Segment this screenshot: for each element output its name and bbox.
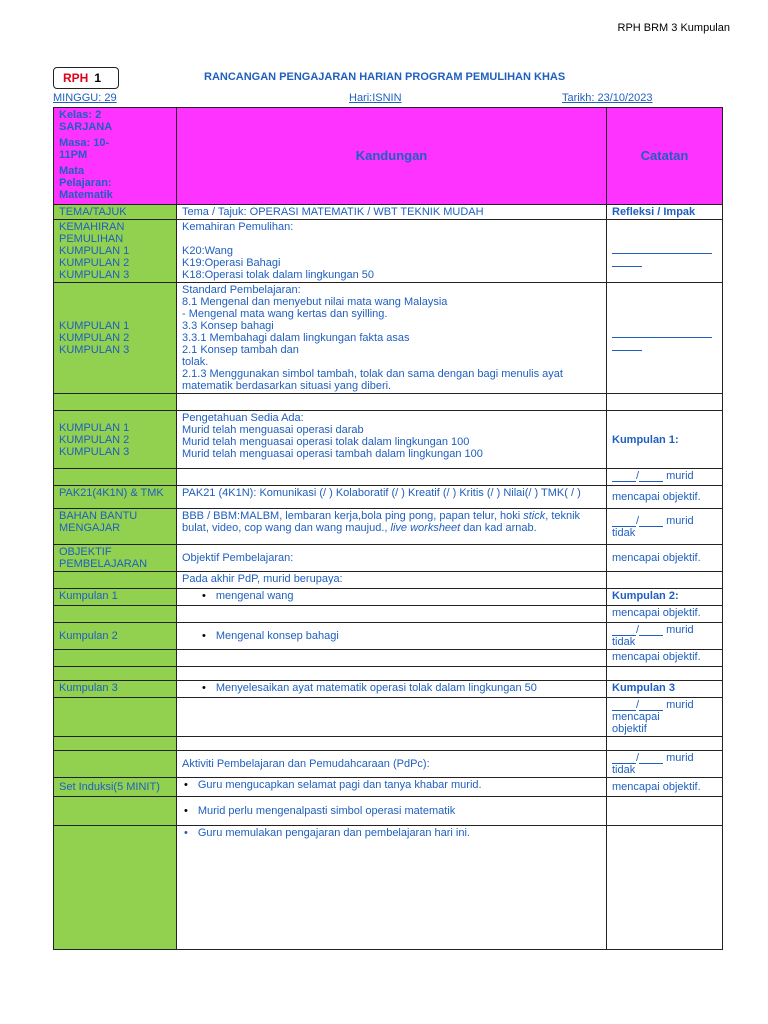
mencapai-text: mencapai objektif. — [607, 545, 723, 572]
bullet-icon: • — [202, 682, 206, 694]
blank-line — [639, 625, 663, 636]
spacer-left — [54, 698, 177, 737]
tidak-text: tidak — [612, 526, 636, 539]
standard-catatan — [607, 283, 723, 394]
kumpulan-2-label: KUMPULAN 2 — [59, 332, 130, 344]
spacer-left — [54, 797, 177, 826]
blank-line — [612, 753, 636, 764]
kumpulan-1-label: KUMPULAN 1 — [59, 245, 130, 257]
standard-left — [54, 283, 177, 394]
bbm-content — [177, 509, 607, 545]
kumpulan-3-label: KUMPULAN 3 — [59, 344, 130, 356]
minggu-field: MINGGU: 29 — [53, 92, 117, 104]
blank-line — [612, 325, 712, 338]
standard-heading: Standard Pembelajaran: — [182, 284, 301, 296]
spacer-left — [54, 737, 177, 751]
spacer-middle — [177, 737, 607, 751]
blank-line — [639, 471, 663, 482]
murid-count-cell: / murid — [607, 469, 723, 486]
k19-text: K19:Operasi Bahagi — [182, 257, 281, 269]
bullet-icon: • — [184, 827, 188, 839]
rph-label: RPH — [63, 71, 89, 85]
spacer-middle — [177, 394, 607, 411]
bbm-text: , teknik bulat, video, cop wang dan wang maujud., — [182, 510, 581, 534]
pengetahuan-left — [54, 411, 177, 469]
mencapai-text: mencapai objektif. — [607, 606, 723, 623]
kumpulan-3-row-label: Kumpulan 3 — [54, 681, 177, 698]
murid-count-cell: / murid tidak — [607, 623, 723, 650]
bullet-icon: • — [184, 779, 188, 791]
k18-text: K18:Operasi tolak dalam lingkungan 50 — [182, 269, 375, 281]
spacer-right — [607, 797, 723, 826]
kumpulan-1-catatan: Kumpulan 1: — [607, 411, 723, 469]
spacer-left — [54, 469, 177, 486]
ps-line: Murid telah menguasai operasi tolak dalam lingkungan 100 — [182, 436, 470, 448]
kemahiran-content — [177, 220, 607, 283]
murid-count-cell: / murid tidak — [607, 751, 723, 778]
k3-objective-text: Menyelesaikan ayat matematik operasi tolak dalam lingkungan 50 — [215, 682, 537, 694]
objektif-label: OBJEKTIF PEMBELAJARAN — [54, 545, 177, 572]
kumpulan-1-objective — [177, 589, 607, 606]
bullet-icon: • — [184, 805, 188, 817]
bullet-icon: • — [202, 630, 206, 642]
spacer-left — [54, 606, 177, 623]
set2-text: Murid perlu mengenalpasti simbol operasi matematik — [197, 805, 456, 817]
murid-text: murid — [666, 514, 694, 527]
murid-count-cell: / murid tidak — [607, 509, 723, 545]
murid-text: murid — [666, 699, 694, 711]
mata-pelajaran-label: Mata Pelajaran: Matematik — [59, 165, 113, 201]
kemahiran-title: KEMAHIRAN PEMULIHAN — [59, 221, 125, 245]
aktiviti-heading: Aktiviti Pembelajaran dan Pemudahcaraan (PdPc): — [177, 751, 607, 778]
set-induksi-item-3 — [177, 826, 607, 950]
mencapai-word: mencapai — [612, 711, 660, 723]
tema-label: TEMA/TAJUK — [54, 205, 177, 220]
bbm-text: BBB / BBM:MALBM, lembaran kerja,bola ping pong, papan telur, hoki — [182, 510, 524, 522]
spacer-left — [54, 650, 177, 667]
kelas-label: Kelas: 2 SARJANA — [59, 109, 113, 133]
std-line: 2.1 Konsep tambah dan — [182, 344, 299, 356]
bbm-stick: stick — [523, 510, 546, 522]
header-left-cell — [54, 108, 177, 205]
bbm-label: BAHAN BANTU MENGAJAR — [54, 509, 177, 545]
spacer-right — [607, 572, 723, 589]
pengetahuan-heading: Pengetahuan Sedia Ada: — [182, 412, 304, 424]
spacer-middle — [177, 667, 607, 681]
kumpulan-2-label: KUMPULAN 2 — [59, 433, 130, 446]
blank-line — [612, 700, 636, 711]
pengetahuan-content — [177, 411, 607, 469]
spacer-right — [607, 667, 723, 681]
kumpulan-1-label: KUMPULAN 1 — [59, 421, 130, 434]
kumpulan-2-catatan: Kumpulan 2: — [607, 589, 723, 606]
lesson-plan-table — [53, 107, 723, 950]
set1-text: Guru mengucapkan selamat pagi dan tanya khabar murid. — [197, 779, 482, 791]
blank-line — [639, 753, 663, 764]
blank-line — [612, 254, 642, 267]
blank-line — [612, 516, 636, 527]
kumpulan-2-label: KUMPULAN 2 — [59, 257, 130, 269]
blank-line — [639, 516, 663, 527]
page-title: RANCANGAN PENGAJARAN HARIAN PROGRAM PEMULIHAN KHAS — [204, 71, 566, 83]
std-line: tolak. — [182, 356, 209, 368]
tidak-text: tidak — [612, 636, 636, 648]
std-line: - Mengenal mata wang kertas dan syilling. — [182, 308, 388, 320]
k20-text: K20:Wang — [182, 245, 233, 257]
mencapai-text: mencapai objektif. — [607, 486, 723, 509]
kumpulan-3-objective — [177, 681, 607, 698]
pada-akhir-text: Pada akhir PdP, murid berupaya: — [177, 572, 607, 589]
kemahiran-catatan — [607, 220, 723, 283]
kumpulan-1-label: KUMPULAN 1 — [59, 320, 130, 332]
pak21-label: PAK21(4K1N) & TMK — [54, 486, 177, 509]
spacer-right — [607, 737, 723, 751]
spacer-right — [607, 394, 723, 411]
mencapai-text: mencapai objektif. — [607, 778, 723, 797]
kumpulan-2-objective — [177, 623, 607, 650]
kumpulan-3-label: KUMPULAN 3 — [59, 445, 130, 458]
kumpulan-3-catatan: Kumpulan 3 — [607, 681, 723, 698]
kemahiran-left — [54, 220, 177, 283]
spacer-left — [54, 667, 177, 681]
bbm-text: dan kad arnab. — [460, 522, 537, 534]
pak21-content: PAK21 (4K1N): Komunikasi (/ ) Kolaboratif (/ ) Kreatif (/ ) Kritis (/ ) Nilai(/ ) TMK( / ) — [177, 486, 607, 509]
bullet-icon: • — [202, 590, 206, 602]
kumpulan-2-row-label: Kumpulan 2 — [54, 623, 177, 650]
hari-field: Hari:ISNIN — [349, 92, 402, 104]
mencapai-text: mencapai objektif. — [607, 650, 723, 667]
std-line: 3.3.1 Membahagi dalam lingkungan fakta asas — [182, 332, 410, 344]
spacer-left — [54, 572, 177, 589]
kemahiran-heading: Kemahiran Pemulihan: — [182, 221, 294, 233]
blank-line — [639, 700, 663, 711]
blank-line — [612, 241, 712, 254]
set-induksi-item-2 — [177, 797, 607, 826]
spacer-left — [54, 751, 177, 778]
spacer-middle — [177, 469, 607, 486]
catatan-header: Catatan — [607, 108, 723, 205]
std-line: 2.1.3 Menggunakan simbol tambah, tolak dan sama dengan bagi menulis ayat matematik berdasarkan situasi yang diberi. — [182, 368, 563, 392]
blank-line — [612, 338, 642, 351]
header-doc-label: RPH BRM 3 Kumpulan — [617, 22, 730, 34]
objektif-word: objektif — [612, 723, 647, 735]
bbm-live-worksheet: live worksheet — [390, 522, 461, 534]
spacer-right — [607, 826, 723, 950]
std-line: 3.3 Konsep bahagi — [182, 320, 274, 332]
set3-text: Guru memulakan pengajaran dan pembelajaran hari ini. — [197, 827, 470, 839]
rph-number: 1 — [94, 71, 102, 85]
tarikh-field: Tarikh: 23/10/2023 — [562, 92, 653, 104]
blank-line — [612, 471, 636, 482]
murid-text: murid — [666, 624, 694, 636]
tema-content: Tema / Tajuk: OPERASI MATEMATIK / WBT TEKNIK MUDAH — [177, 205, 607, 220]
blank-line — [612, 625, 636, 636]
spacer-middle — [177, 650, 607, 667]
spacer-left — [54, 394, 177, 411]
masa-label: Masa: 10-11PM — [59, 137, 110, 161]
refleksi-label: Refleksi / Impak — [607, 205, 723, 220]
k2-objective-text: Mengenal konsep bahagi — [215, 630, 339, 642]
spacer-middle — [177, 698, 607, 737]
spacer-left — [54, 826, 177, 950]
objektif-content: Objektif Pembelajaran: — [177, 545, 607, 572]
tidak-text: tidak — [612, 764, 636, 776]
ps-line: Murid telah menguasai operasi tambah dalam lingkungan 100 — [182, 448, 483, 460]
spacer-middle — [177, 606, 607, 623]
standard-content — [177, 283, 607, 394]
rph-number-box — [53, 67, 119, 89]
kumpulan-1-row-label: Kumpulan 1 — [54, 589, 177, 606]
set-induksi-label: Set Induksi(5 MINIT) — [54, 778, 177, 797]
murid-count-cell: / murid mencapai objektif — [607, 698, 723, 737]
kandungan-header: Kandungan — [177, 108, 607, 205]
k1-objective-text: mengenal wang — [215, 590, 294, 602]
murid-text: murid — [666, 752, 694, 764]
ps-line: Murid telah menguasai operasi darab — [182, 424, 364, 436]
murid-text: murid — [666, 470, 694, 482]
std-line: 8.1 Mengenal dan menyebut nilai mata wang Malaysia — [182, 296, 448, 308]
set-induksi-item-1 — [177, 778, 607, 797]
kumpulan-3-label: KUMPULAN 3 — [59, 269, 130, 281]
